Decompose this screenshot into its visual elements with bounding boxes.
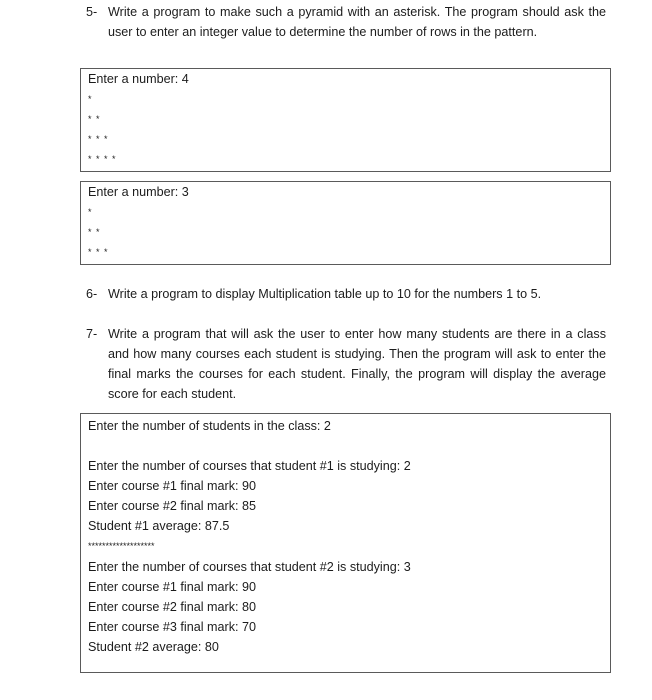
box1-row-4: * * * * [88, 154, 117, 164]
box1-row-1: * [88, 94, 93, 104]
example-output-box-2 [80, 181, 611, 265]
example-output-box-3 [80, 413, 611, 673]
box3-student1-course2: Enter course #2 final mark: 85 [88, 499, 256, 513]
box3-student2-course3: Enter course #3 final mark: 70 [88, 620, 256, 634]
box2-row-2: * * [88, 227, 101, 237]
box1-row-3: * * * [88, 134, 109, 144]
box3-student2-course1: Enter course #1 final mark: 90 [88, 580, 256, 594]
question-5-text: Write a program to make such a pyramid with an asterisk. The program should ask the user to enter an integer value to determine the number of rows in the pattern. [108, 5, 606, 39]
box3-students-prompt: Enter the number of students in the class: 2 [88, 419, 331, 433]
box3-student2-course2: Enter course #2 final mark: 80 [88, 600, 256, 614]
box1-prompt: Enter a number: 4 [88, 72, 189, 86]
question-5-number: 5- [86, 5, 98, 19]
box2-row-3: * * * [88, 247, 109, 257]
question-6-text: Write a program to display Multiplication table up to 10 for the numbers 1 to 5. [108, 287, 542, 301]
box1-row-2: * * [88, 114, 101, 124]
box3-separator: ******************* [88, 541, 155, 551]
box3-student2-courses: Enter the number of courses that student #2 is studying: 3 [88, 560, 411, 574]
box2-row-1: * [88, 207, 93, 217]
box3-student1-average: Student #1 average: 87.5 [88, 519, 230, 533]
question-5 [86, 2, 606, 42]
box3-student1-courses: Enter the number of courses that student #1 is studying: 2 [88, 459, 411, 473]
question-6-number: 6- [86, 287, 98, 301]
question-7-number: 7- [86, 327, 98, 341]
box3-student2-average: Student #2 average: 80 [88, 640, 219, 654]
question-6 [86, 284, 606, 304]
box2-prompt: Enter a number: 3 [88, 185, 189, 199]
question-7-text: Write a program that will ask the user to enter how many students are there in a class and how many courses each student is studying. Then the program will ask to enter the final marks the courses for each student. Finally, the program will display the average score for each student. [108, 327, 606, 401]
question-7 [86, 324, 606, 404]
box3-student1-course1: Enter course #1 final mark: 90 [88, 479, 256, 493]
example-output-box-1 [80, 68, 611, 172]
